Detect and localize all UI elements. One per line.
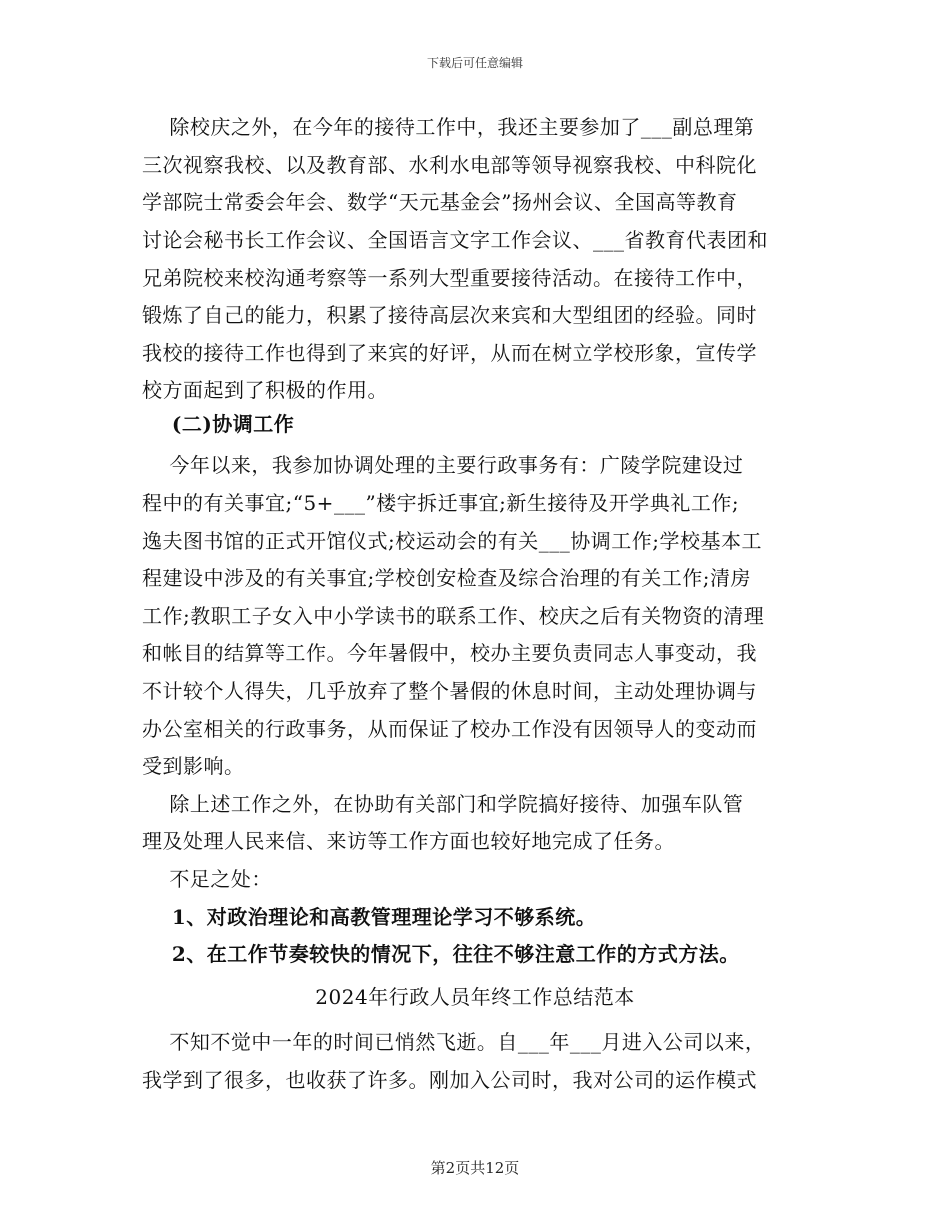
paragraph-line: 学部院士常委会年会、数学“天元基金会”扬州会议、全国高等教育 [142, 190, 738, 214]
paragraph-line: 今年以来，我参加协调处理的主要行政事务有：广陵学院建设过 [142, 453, 744, 477]
paragraph-line: 工作;教职工子女入中小学读书的联系工作、校庆之后有关物资的清理 [142, 604, 765, 628]
paragraph-line: 讨论会秘书长工作会议、全国语言文字工作会议、___省教育代表团和 [142, 228, 768, 252]
paragraph-line: 不足之处： [142, 867, 272, 891]
page-footer-number: 第2页共12页 [430, 1159, 520, 1177]
paragraph-line: 锻炼了自己的能力，积累了接待高层次来宾和大型组团的经验。同时 [142, 303, 757, 327]
page-header-note: 下载后可任意编辑 [426, 56, 523, 70]
paragraph-line: 我学到了很多，也收获了许多。刚加入公司时，我对公司的运作模式 [142, 1068, 757, 1092]
paragraph-line: 受到影响。 [142, 754, 245, 778]
paragraph-line: 校方面起到了积极的作用。 [142, 378, 388, 402]
section-heading: (二)协调工作 [142, 412, 295, 436]
paragraph-line: 程中的有关事宜;“5+___”楼宇拆迁事宜;新生接待及开学典礼工作; [142, 491, 740, 515]
article-title: 2024年行政人员年终工作总结范本 [315, 985, 635, 1009]
paragraph-line: 办公室相关的行政事务，从而保证了校办工作没有因领导人的变动而 [142, 717, 757, 741]
paragraph-line: 理及处理人民来信、来访等工作方面也较好地完成了任务。 [142, 829, 675, 853]
shortcoming-item-1: 1、对政治理论和高教管理理论学习不够系统。 [142, 905, 597, 929]
paragraph-line: 不知不觉中一年的时间已悄然飞逝。自___年___月进入公司以来， [142, 1030, 766, 1054]
paragraph-line: 除校庆之外，在今年的接待工作中，我还主要参加了___副总理第 [142, 115, 755, 139]
paragraph-line: 三次视察我校、以及教育部、水利水电部等领导视察我校、中科院化 [142, 153, 757, 177]
paragraph-line: 除上述工作之外，在协助有关部门和学院搞好接待、加强车队管 [142, 792, 744, 816]
shortcoming-item-2: 2、在工作节奏较快的情况下，往往不够注意工作的方式方法。 [142, 942, 740, 966]
paragraph-line: 我校的接待工作也得到了来宾的好评，从而在树立学校形象，宣传学 [142, 341, 757, 365]
paragraph-line: 和帐目的结算等工作。今年暑假中，校办主要负责同志人事变动，我 [142, 641, 757, 665]
paragraph-line: 不计较个人得失，几乎放弃了整个暑假的休息时间，主动处理协调与 [142, 679, 757, 703]
paragraph-line: 程建设中涉及的有关事宜;学校创安检查及综合治理的有关工作;清房 [142, 566, 751, 590]
paragraph-line: 兄弟院校来校沟通考察等一系列大型重要接待活动。在接待工作中， [142, 266, 757, 290]
paragraph-line: 逸夫图书馆的正式开馆仪式;校运动会的有关___协调工作;学校基本工 [142, 529, 762, 553]
